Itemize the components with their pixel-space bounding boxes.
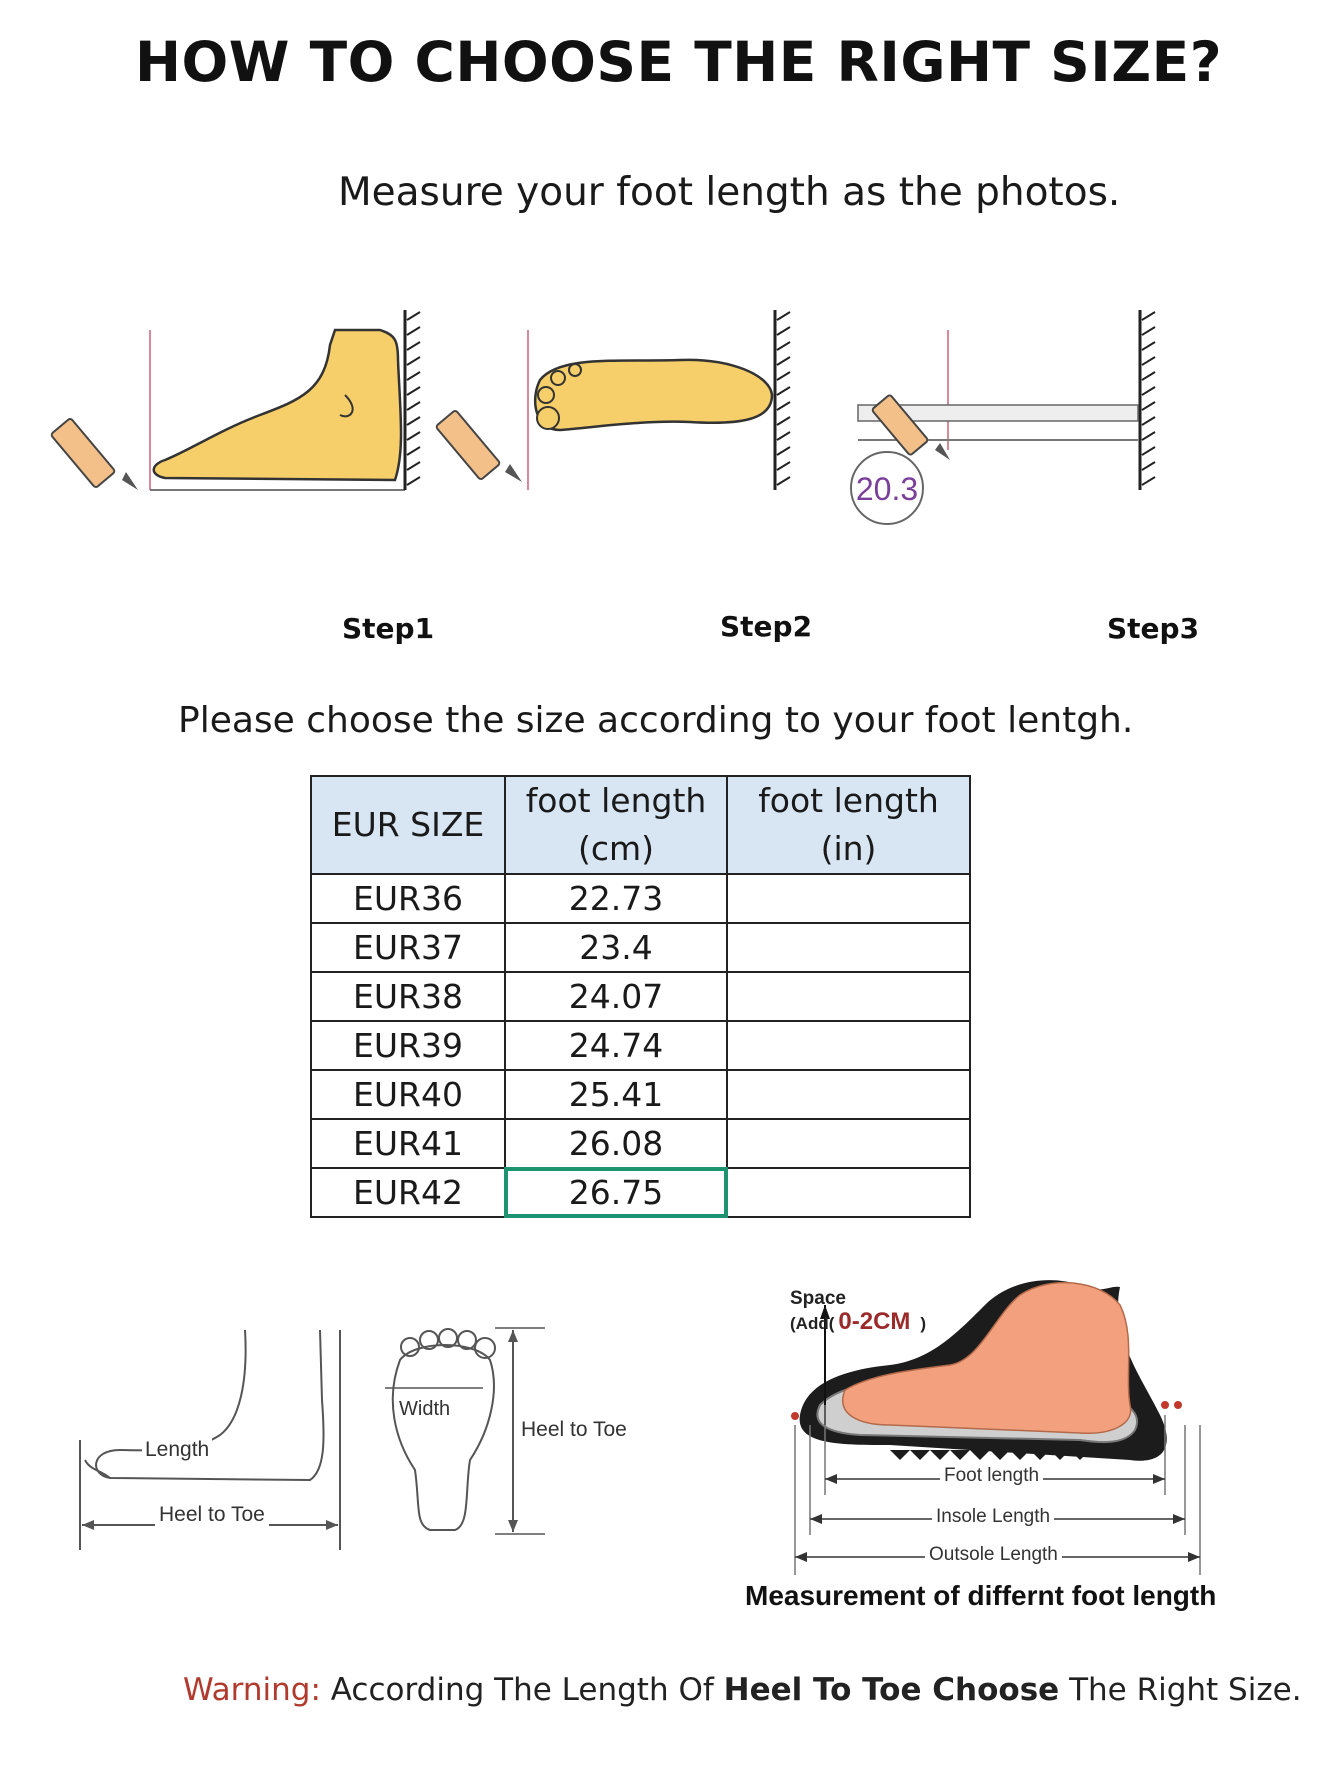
measurement-caption: Measurement of differnt foot length: [745, 1580, 1217, 1611]
step2-illustration: [436, 310, 790, 490]
cell-size: EUR41: [311, 1119, 505, 1168]
sole-width-label: Width: [399, 1398, 451, 1420]
step1-illustration: [51, 310, 420, 490]
cell-cm: 22.73: [505, 874, 727, 923]
cell-size: EUR37: [311, 923, 505, 972]
cell-in: [727, 1021, 970, 1070]
cell-in: [727, 972, 970, 1021]
cell-in: [727, 923, 970, 972]
cell-size: EUR38: [311, 972, 505, 1021]
header-foot-length-cm: foot length (cm): [505, 776, 727, 874]
sole-heel-to-toe-label: Heel to Toe: [521, 1418, 627, 1441]
header-eur-size: EUR SIZE: [311, 776, 505, 874]
pencil-icon: [51, 418, 138, 490]
space-label: Space: [790, 1288, 846, 1309]
side-length-label: Length: [142, 1438, 212, 1462]
outsole-length-label: Outsole Length: [925, 1544, 1062, 1566]
warning-text-2: The Right Size.: [1069, 1672, 1302, 1708]
page-subtitle: Measure your foot length as the photos.: [338, 170, 1121, 215]
table-row: [311, 1168, 970, 1217]
pencil-icon: [436, 410, 522, 482]
table-row: [311, 874, 970, 923]
ruler-readout: 20.3: [855, 471, 919, 507]
step3-label: Step3: [1107, 612, 1200, 645]
cell-cm: 24.07: [505, 972, 727, 1021]
step3-illustration: [851, 310, 1155, 524]
cell-size: EUR39: [311, 1021, 505, 1070]
page-title: HOW TO CHOOSE THE RIGHT SIZE?: [135, 30, 1223, 94]
side-heel-to-toe-label: Heel to Toe: [155, 1503, 269, 1527]
warning-text-1: According The Length Of: [330, 1672, 714, 1708]
table-row: [311, 1070, 970, 1119]
cell-in: [727, 1168, 970, 1217]
warning-label: Warning:: [183, 1672, 321, 1708]
foot-length-label: Foot length: [940, 1465, 1043, 1487]
step1-label: Step1: [342, 612, 435, 645]
cell-size: EUR42: [311, 1168, 505, 1217]
pencil-icon: [872, 394, 950, 460]
cell-in: [727, 1119, 970, 1168]
cell-in: [727, 874, 970, 923]
cell-cm: 23.4: [505, 923, 727, 972]
table-row: [311, 1119, 970, 1168]
cell-size: EUR36: [311, 874, 505, 923]
table-header-row: [311, 776, 970, 874]
warning-note: [183, 1672, 1302, 1708]
cell-cm-selected[interactable]: 26.75: [505, 1168, 727, 1217]
cell-size: EUR40: [311, 1070, 505, 1119]
table-row: [311, 923, 970, 972]
size-instruction: Please choose the size according to your foot lentgh.: [178, 700, 1134, 741]
header-foot-length-in: foot length (in): [727, 776, 970, 874]
measurement-steps-illustration: [0, 300, 1340, 540]
warning-text-bold: Heel To Toe Choose: [723, 1672, 1060, 1708]
cell-cm: 25.41: [505, 1070, 727, 1119]
space-add-label: (Add( 0-2CM ): [790, 1308, 927, 1335]
size-chart-table: [310, 775, 971, 1218]
insole-length-label: Insole Length: [932, 1506, 1054, 1528]
table-row: [311, 972, 970, 1021]
cell-cm: 26.08: [505, 1119, 727, 1168]
table-row: [311, 1021, 970, 1070]
step2-label: Step2: [720, 610, 813, 643]
cell-in: [727, 1070, 970, 1119]
cell-cm: 24.74: [505, 1021, 727, 1070]
